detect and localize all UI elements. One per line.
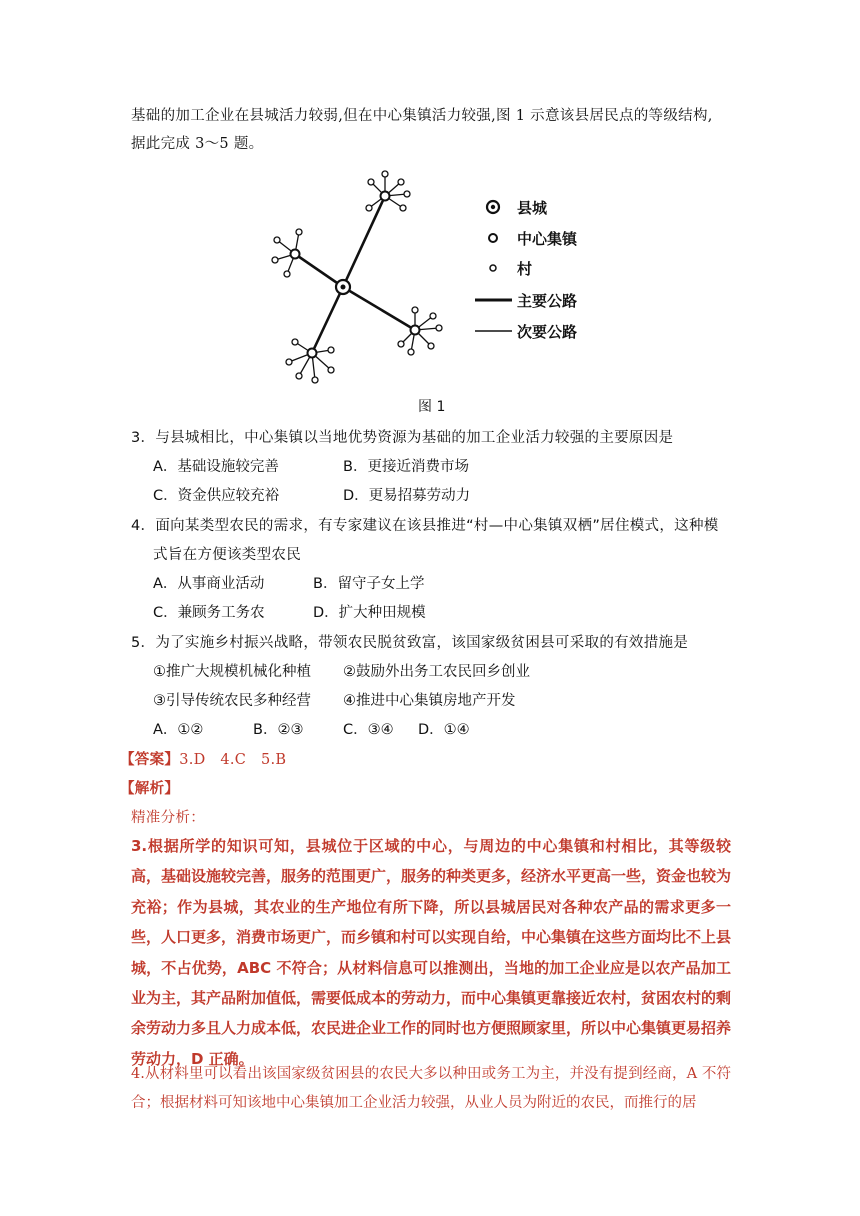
legend-label-secondary-road: 次要公路 — [517, 323, 578, 341]
legend-central-town — [489, 230, 578, 248]
answer-text: 3.D 4.C 5.B — [179, 752, 287, 768]
figure-caption: 图 1 — [418, 399, 446, 415]
question-5-option-c: C．③④ — [343, 722, 394, 738]
question-3-option-a: A．基础设施较完善 — [153, 459, 279, 475]
question-4-option-b: B．留守子女上学 — [313, 576, 425, 592]
question-5-option-a: A．①② — [153, 722, 204, 738]
question-5-measure-4: ④推进中心集镇房地产开发 — [343, 693, 516, 709]
legend-secondary-road — [475, 323, 577, 341]
village-markers — [272, 171, 442, 383]
question-5-stem: 5．为了实施乡村振兴战略，带领农民脱贫致富，该国家级贫困县可采取的有效措施是 — [131, 635, 689, 651]
legend-county-town — [487, 199, 548, 217]
question-3-option-d: D．更易招募劳动力 — [343, 488, 471, 504]
question-5-measure-2: ②鼓励外出务工农民回乡创业 — [343, 664, 530, 680]
question-4-stem-line-1: 4．面向某类型农民的需求，有专家建议在该县推进“村—中心集镇双栖”居住模式，这种模 — [131, 518, 719, 534]
settlement-hierarchy-figure — [265, 170, 605, 390]
question-3-stem: 3．与县城相比，中心集镇以当地优势资源为基础的加工企业活力较强的主要原因是 — [131, 430, 674, 446]
legend-label-main-road: 主要公路 — [517, 292, 578, 310]
legend-village — [490, 260, 532, 278]
answer-line — [120, 748, 286, 769]
question-5-measure-1: ①推广大规模机械化种植 — [153, 664, 311, 680]
question-5-option-b: B．②③ — [253, 722, 304, 738]
legend-label-village: 村 — [517, 260, 533, 278]
legend-label-county-town: 县城 — [517, 199, 548, 217]
network-diagram — [272, 171, 442, 383]
central-town-markers — [291, 192, 420, 358]
legend — [475, 199, 578, 341]
question-3-option-b: B．更接近消费市场 — [343, 459, 469, 475]
answer-label: 【答案】 — [120, 752, 180, 768]
question-5-option-d: D．①④ — [418, 722, 470, 738]
central-town-symbol-icon — [489, 234, 497, 242]
question-3-option-c: C．资金供应较充裕 — [153, 488, 280, 504]
analysis-label: 【解析】 — [120, 781, 180, 797]
question-4-stem-line-2: 式旨在方便该类型农民 — [153, 547, 301, 563]
analysis-subheading: 精准分析： — [131, 810, 205, 826]
intro-line-1: 基础的加工企业在县城活力较弱,但在中心集镇活力较强,图 1 示意该县居民点的等级结构, — [131, 108, 713, 124]
explanation-q4: 4.从材料里可以看出该国家级贫困县的农民大多以种田或务工为主，并没有提到经商，A 不符合；根据材料可知该地中心集镇加工企业活力较强，从业人员为附近的农民，而推行的居 — [131, 1066, 731, 1111]
legend-label-central-town: 中心集镇 — [517, 230, 578, 248]
village-symbol-icon — [490, 265, 496, 271]
question-4-option-a: A．从事商业活动 — [153, 576, 265, 592]
explanation-q3: 3.根据所学的知识可知，县城位于区域的中心，与周边的中心集镇和村相比，其等级较高，基础设施较完善，服务的范围更广，服务的种类更多，经济水平更高一些，资金也较为充裕；作为县城，其农业的生产地位有所下降，所以县城居民对各种农产品的需求更多一些，人口更多，消费市场更广，而乡镇和村可以实现自给，中心集镇在这些方面均比不上县城，不占优势，ABC 不符合；从材料信息可以推测出，当地的加工企业应是以农产品加工业为主，其产品附加值低，需要低成本的劳动力，而中心集镇更靠接近农村，贫困农村的剩余劳动力多且人力成本低，农民进企业工作的同时也方便照顾家里，所以中心集镇更易招养劳动力，D 正确。 — [131, 837, 732, 1068]
legend-main-road — [475, 292, 577, 310]
intro-line-2: 据此完成 3～5 题。 — [131, 136, 264, 152]
question-4-option-d: D．扩大种田规模 — [313, 605, 426, 621]
question-4-option-c: C．兼顾务工务农 — [153, 605, 265, 621]
question-5-measure-3: ③引导传统农民多种经营 — [153, 693, 311, 709]
